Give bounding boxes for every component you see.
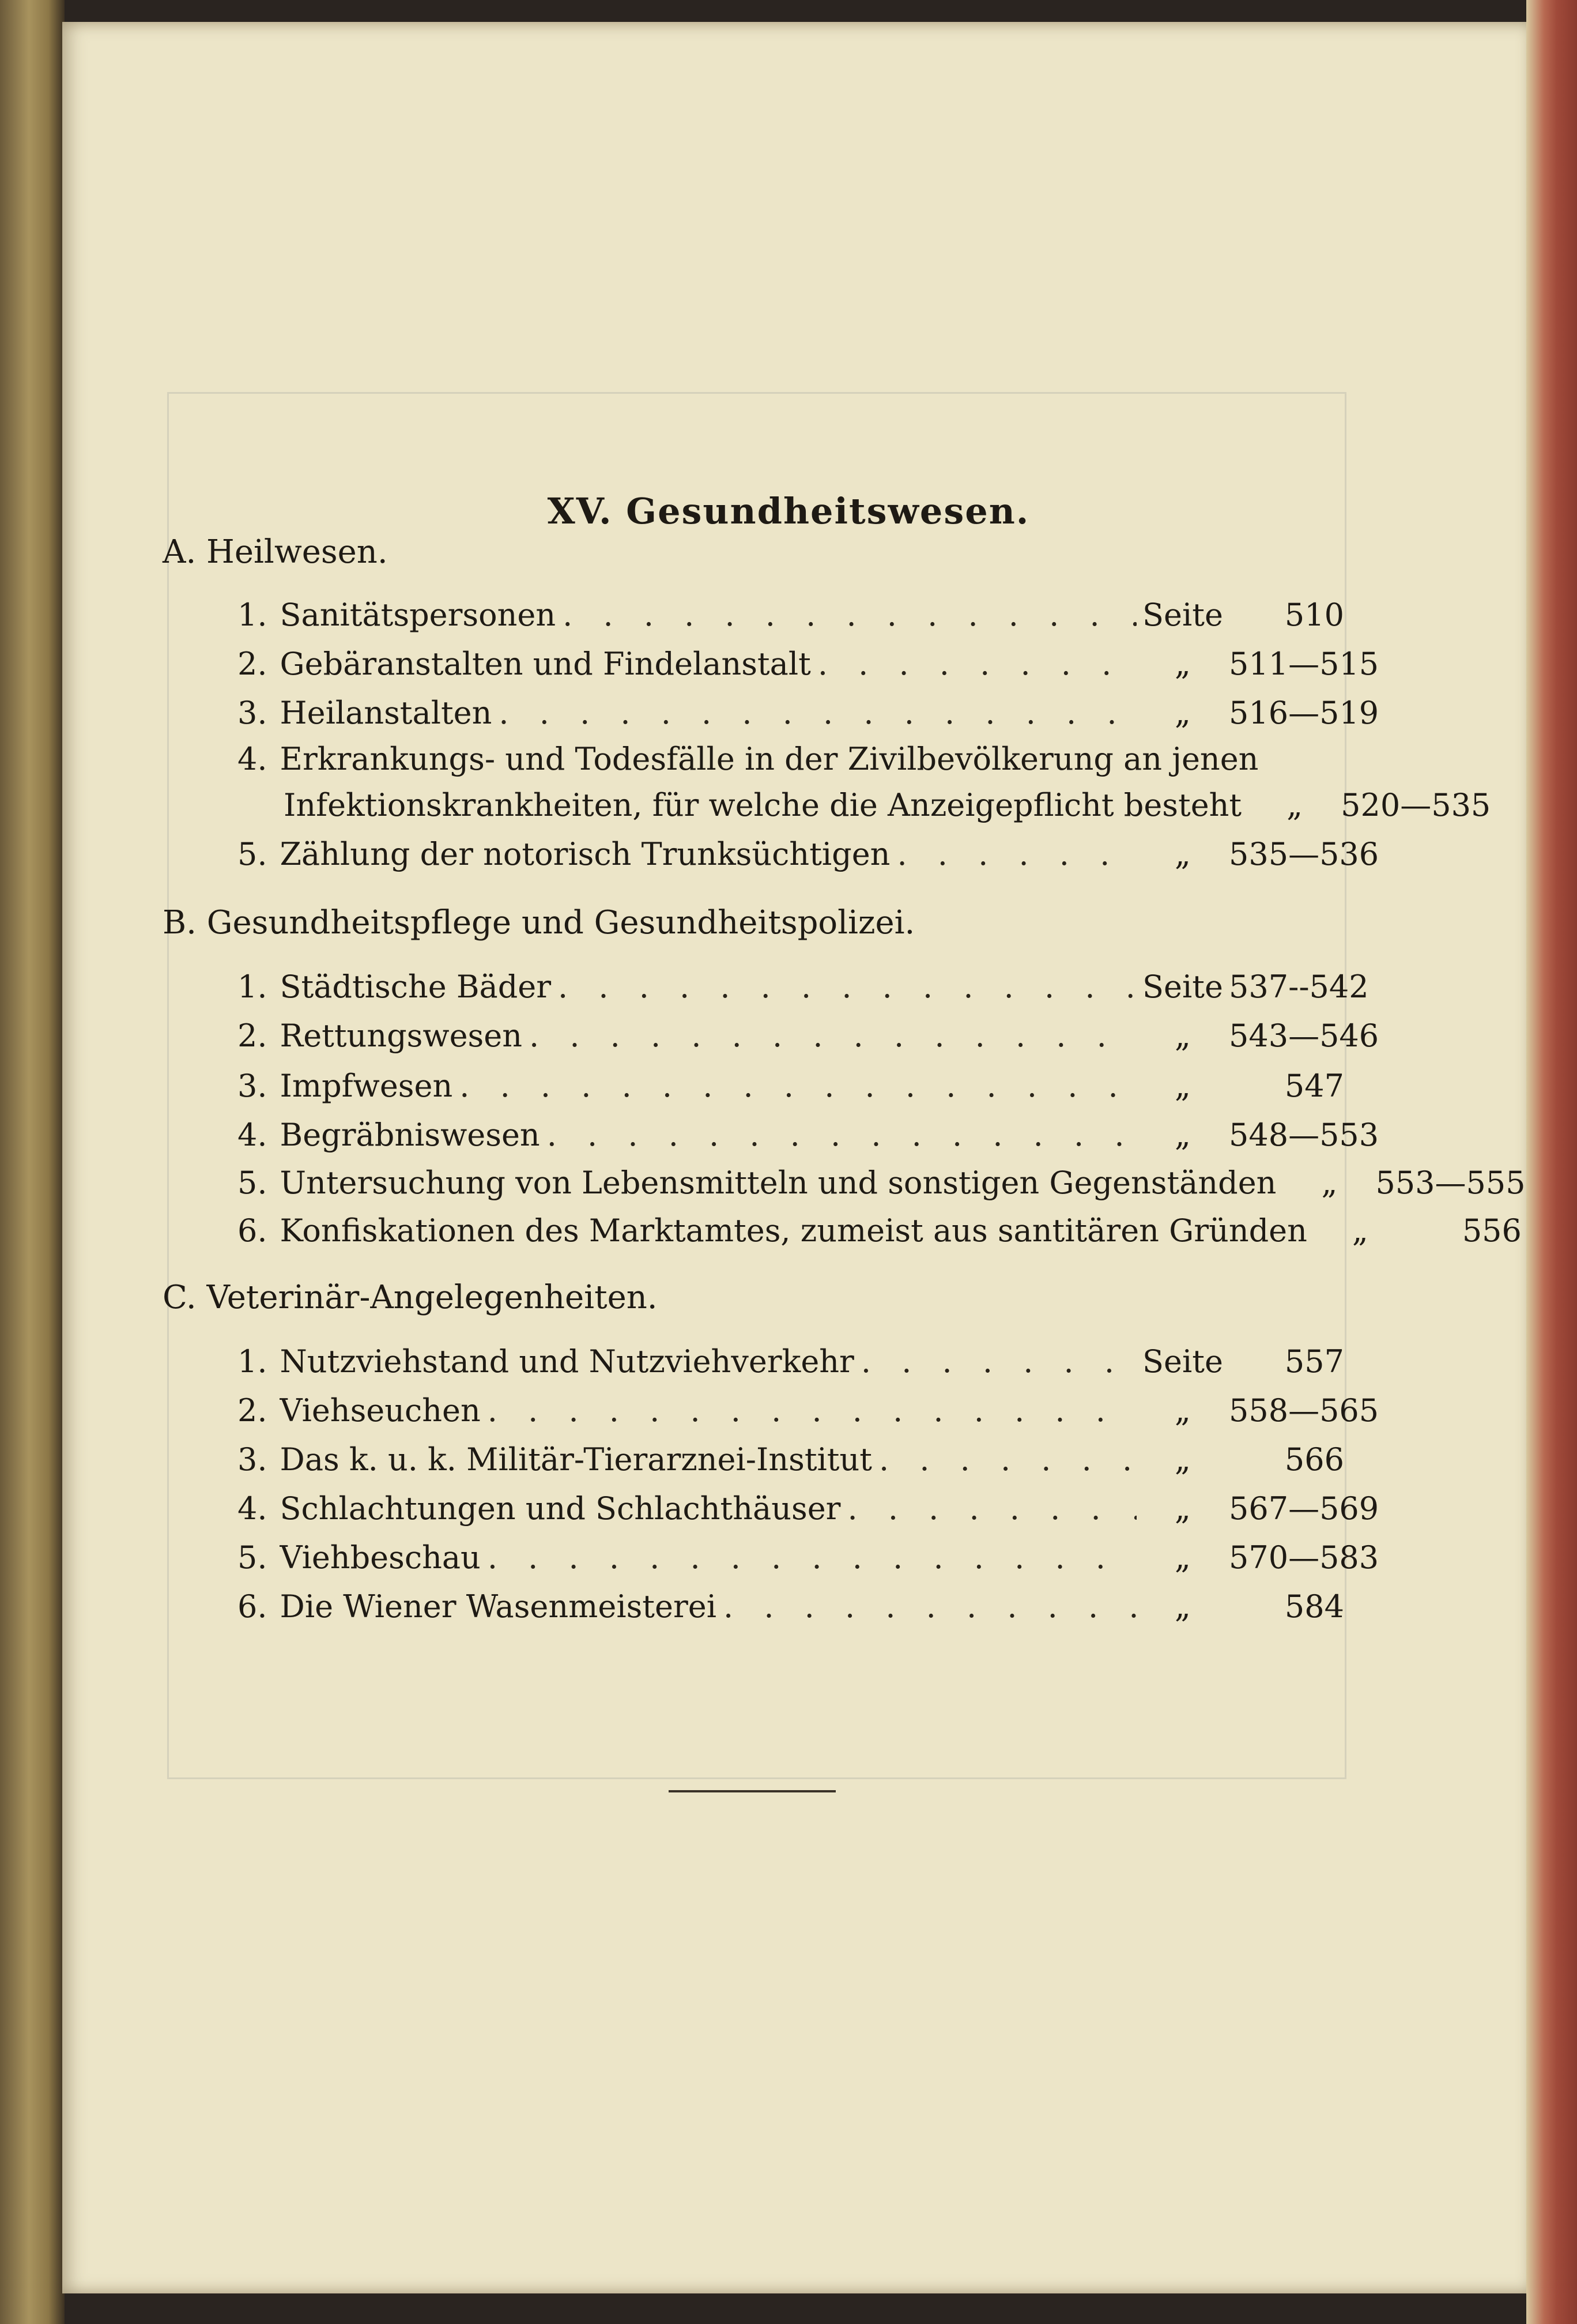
entry-number: 2. [237, 1018, 267, 1054]
entry-number: 2. [237, 1392, 267, 1429]
entry-pages: 558—565 [1229, 1392, 1379, 1429]
entry-pages: 537--542 [1229, 969, 1369, 1005]
entry-number: 3. [237, 1441, 267, 1478]
closing-rule [669, 1790, 836, 1792]
entry-number: 1. [237, 1343, 267, 1380]
toc-entry [237, 1441, 1344, 1487]
entry-pages: 520—535 [1341, 787, 1491, 823]
dot-leader [547, 1117, 1137, 1153]
entry-pages: 556 [1462, 1212, 1522, 1249]
entry-label: Konfiskationen des Marktamtes, zumeist aus santitären Gründen [280, 1212, 1307, 1249]
toc-entry [237, 969, 1369, 1015]
entry-number: 4. [237, 1117, 267, 1153]
entry-pages: 535—536 [1229, 836, 1379, 872]
entry-label: Heilanstalten [280, 695, 492, 731]
page-edge [1526, 0, 1577, 2324]
toc-entry [237, 1392, 1379, 1438]
entry-page-mark: „ [1175, 836, 1191, 872]
entry-number: 1. [237, 597, 267, 633]
dot-leader [488, 1392, 1137, 1429]
entry-label: Erkrankungs- und Todesfälle in der Zivilbevölkerung an jenen [280, 741, 1259, 777]
toc-entry-multiline [237, 741, 1491, 833]
entry-page-mark: „ [1175, 1117, 1191, 1153]
entry-page-mark: „ [1175, 1588, 1191, 1625]
entry-number: 6. [237, 1588, 267, 1625]
entry-pages: 543—546 [1229, 1018, 1379, 1054]
entry-number: 2. [237, 646, 267, 682]
toc-entry [237, 695, 1379, 741]
toc-entry [237, 836, 1379, 882]
entry-page-mark: „ [1175, 646, 1191, 682]
entry-page-mark: „ [1286, 787, 1303, 823]
entry-page-mark: „ [1175, 1490, 1191, 1527]
entry-page-mark: „ [1321, 1165, 1338, 1201]
dot-leader [563, 597, 1137, 633]
book-spine-margin [0, 0, 65, 2324]
toc-entry [237, 1588, 1344, 1634]
toc-entry [237, 1068, 1344, 1114]
dot-leader [818, 646, 1137, 682]
entry-number: 5. [237, 836, 267, 872]
entry-number: 3. [237, 695, 267, 731]
toc-entry [237, 1117, 1379, 1163]
toc-entry [237, 1539, 1379, 1585]
entry-pages: 516—519 [1229, 695, 1379, 731]
entry-page-mark: „ [1175, 695, 1191, 731]
toc-entry [237, 1165, 1526, 1211]
dot-leader [459, 1068, 1137, 1104]
dot-leader [499, 695, 1137, 731]
section-title-a: A. Heilwesen. [163, 533, 388, 571]
entry-pages: 510 [1284, 597, 1344, 633]
entry-page-mark: „ [1175, 1018, 1191, 1054]
entry-page-mark: „ [1175, 1068, 1191, 1104]
entry-label: Sanitätspersonen [280, 597, 556, 633]
dot-leader [558, 969, 1137, 1005]
dot-leader [847, 1490, 1137, 1527]
dot-leader [529, 1018, 1137, 1054]
entry-label: Zählung der notorisch Trunksüchtigen [280, 836, 891, 872]
dot-leader [879, 1441, 1137, 1478]
entry-pages: 511—515 [1229, 646, 1379, 682]
dot-leader [723, 1588, 1137, 1625]
entry-label: Untersuchung von Lebensmitteln und sonstigen Gegenständen [280, 1165, 1277, 1201]
toc-entry [237, 1212, 1522, 1259]
entry-label: Viehseuchen [280, 1392, 481, 1429]
section-title-b: B. Gesundheitspflege und Gesundheitspolizei. [163, 904, 915, 941]
entry-pages: 557 [1284, 1343, 1344, 1380]
entry-label: Städtische Bäder [280, 969, 552, 1005]
entry-pages: 567—569 [1229, 1490, 1379, 1527]
entry-label: Das k. u. k. Militär-Tierarznei-Institut [280, 1441, 872, 1478]
entry-page-mark: Seite [1142, 969, 1223, 1005]
entry-label: Begräbniswesen [280, 1117, 540, 1153]
entry-number: 3. [237, 1068, 267, 1104]
toc-entry [237, 1343, 1344, 1389]
entry-label: Nutzviehstand und Nutzviehverkehr [280, 1343, 854, 1380]
entry-pages: 548—553 [1229, 1117, 1379, 1153]
page-title: XV. Gesundheitswesen. [547, 490, 1030, 532]
entry-label: Die Wiener Wasenmeisterei [280, 1588, 717, 1625]
entry-page-mark: „ [1175, 1441, 1191, 1478]
entry-number: 5. [237, 1165, 267, 1201]
dot-leader [861, 1343, 1137, 1380]
entry-number: 4. [237, 741, 267, 777]
toc-entry [237, 1018, 1379, 1064]
entry-label: Gebäranstalten und Findelanstalt [280, 646, 811, 682]
entry-label: Impfwesen [280, 1068, 453, 1104]
entry-pages: 584 [1284, 1588, 1344, 1625]
entry-page-mark: „ [1352, 1212, 1368, 1249]
entry-number: 4. [237, 1490, 267, 1527]
toc-entry [237, 646, 1379, 692]
entry-page-mark: Seite [1142, 1343, 1223, 1380]
entry-page-mark: Seite [1142, 597, 1223, 633]
entry-continuation [237, 787, 1491, 823]
entry-page-mark: „ [1175, 1539, 1191, 1576]
entry-pages: 553—555 [1375, 1165, 1526, 1201]
toc-entry [237, 1490, 1379, 1536]
entry-label: Viehbeschau [280, 1539, 481, 1576]
dot-leader [488, 1539, 1137, 1576]
toc-entry [237, 597, 1344, 643]
entry-label-continued: Infektionskrankheiten, für welche die Anzeigepflicht besteht [284, 787, 1242, 823]
entry-pages: 547 [1284, 1068, 1344, 1104]
entry-page-mark: „ [1175, 1392, 1191, 1429]
entry-number: 6. [237, 1212, 267, 1249]
entry-pages: 570—583 [1229, 1539, 1379, 1576]
entry-label: Schlachtungen und Schlachthäuser [280, 1490, 841, 1527]
entry-number: 5. [237, 1539, 267, 1576]
entry-pages: 566 [1284, 1441, 1344, 1478]
entry-label: Rettungswesen [280, 1018, 523, 1054]
section-title-c: C. Veterinär-Angelegenheiten. [163, 1279, 658, 1316]
dot-leader [897, 836, 1137, 872]
entry-number: 1. [237, 969, 267, 1005]
